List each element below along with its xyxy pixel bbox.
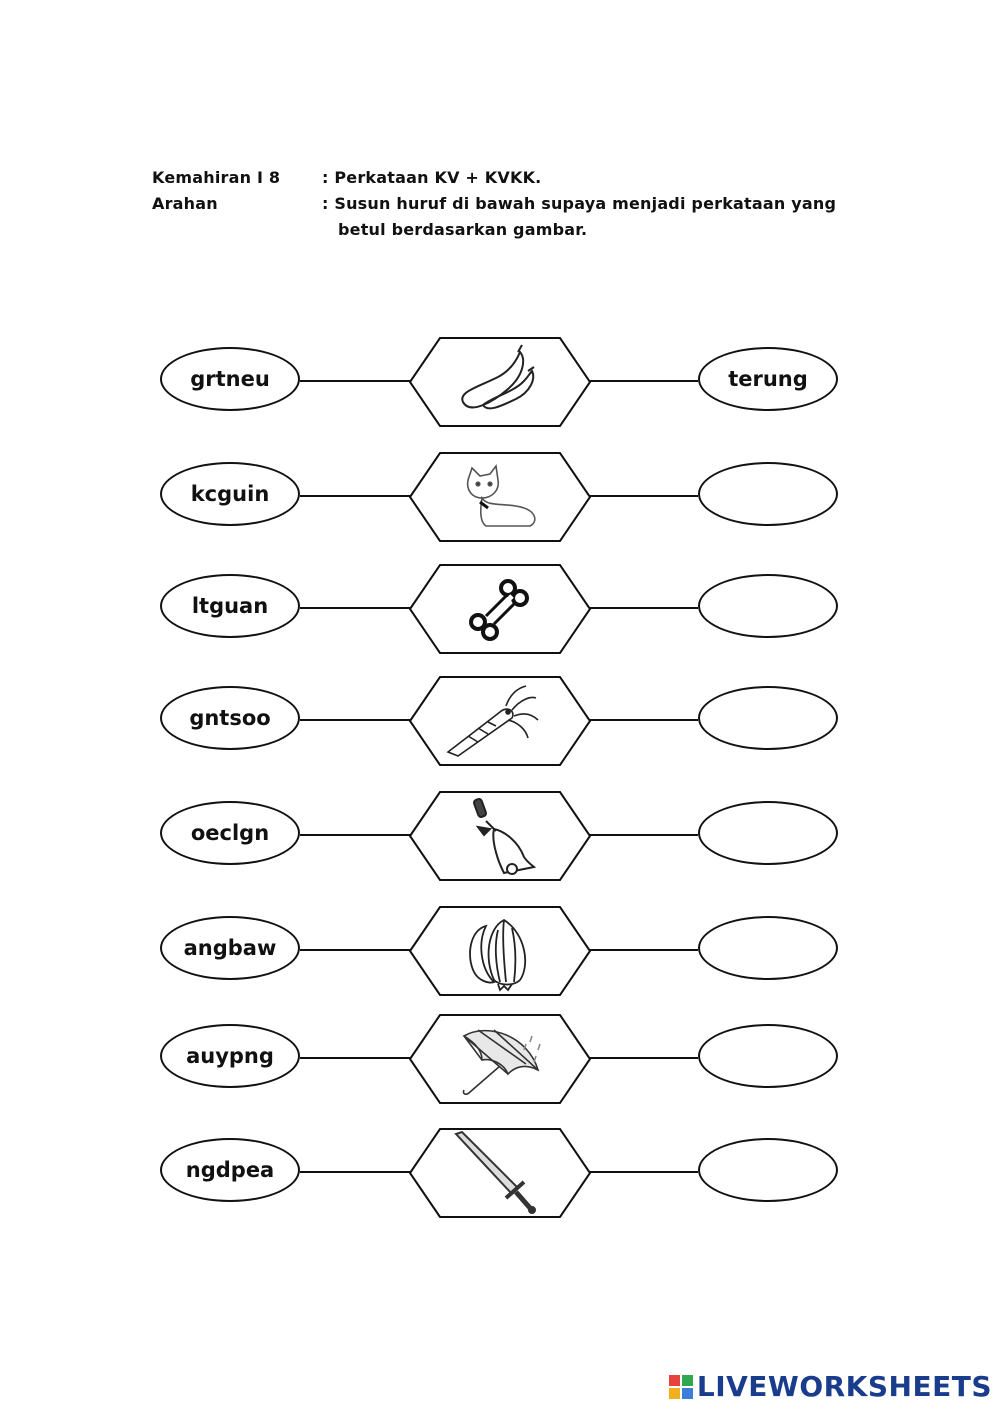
scrambled-word: gntsoo	[160, 686, 300, 750]
skill-value: : Perkataan KV + KVKK.	[322, 168, 542, 187]
connector-line	[300, 380, 410, 382]
answer-input[interactable]	[711, 481, 825, 507]
picture-hexagon	[408, 676, 592, 766]
picture-hexagon	[408, 906, 592, 996]
instruction-label: Arahan	[152, 194, 218, 213]
exercise-row	[0, 452, 1000, 542]
answer-field[interactable]	[698, 801, 838, 865]
exercise-row	[0, 337, 1000, 427]
answer-input[interactable]	[711, 1043, 825, 1069]
scrambled-word: oeclgn	[160, 801, 300, 865]
answer-field[interactable]	[698, 462, 838, 526]
scrambled-word: kcguin	[160, 462, 300, 526]
connector-line	[300, 719, 410, 721]
liveworksheets-brand	[669, 1370, 992, 1403]
logo-block	[669, 1388, 680, 1399]
connector-line	[590, 834, 698, 836]
connector-line	[300, 1171, 410, 1173]
picture-hexagon	[408, 791, 592, 881]
scrambled-word: angbaw	[160, 916, 300, 980]
scrambled-word: grtneu	[160, 347, 300, 411]
exercise-row	[0, 676, 1000, 766]
connector-line	[300, 1057, 410, 1059]
logo-block	[669, 1375, 680, 1386]
instruction-text-cont: betul berdasarkan gambar.	[338, 220, 588, 239]
answer-field[interactable]	[698, 686, 838, 750]
connector-line	[590, 949, 698, 951]
scrambled-word: ngdpea	[160, 1138, 300, 1202]
connector-line	[300, 834, 410, 836]
answer-input[interactable]	[711, 593, 825, 619]
logo-block	[682, 1388, 693, 1399]
connector-line	[300, 949, 410, 951]
brand-name: LIVEWORKSHEETS	[696, 1370, 992, 1403]
answer-input[interactable]	[711, 820, 825, 846]
answer-field[interactable]	[698, 916, 838, 980]
exercise-row	[0, 1014, 1000, 1104]
answer-input[interactable]	[711, 366, 825, 392]
instruction-text: : Susun huruf di bawah supaya menjadi perkataan yang	[322, 194, 837, 213]
scrambled-word: ltguan	[160, 574, 300, 638]
connector-line	[590, 380, 698, 382]
scrambled-word: auypng	[160, 1024, 300, 1088]
connector-line	[590, 719, 698, 721]
answer-input[interactable]	[711, 935, 825, 961]
picture-hexagon	[408, 1128, 592, 1218]
connector-line	[590, 607, 698, 609]
answer-field[interactable]	[698, 347, 838, 411]
connector-line	[300, 495, 410, 497]
picture-hexagon	[408, 564, 592, 654]
connector-line	[300, 607, 410, 609]
exercise-row	[0, 1128, 1000, 1218]
answer-field[interactable]	[698, 1024, 838, 1088]
exercise-row	[0, 564, 1000, 654]
connector-line	[590, 495, 698, 497]
answer-field[interactable]	[698, 574, 838, 638]
logo-block	[682, 1375, 693, 1386]
connector-line	[590, 1057, 698, 1059]
answer-input[interactable]	[711, 1157, 825, 1183]
exercise-row	[0, 791, 1000, 881]
exercise-row	[0, 906, 1000, 996]
picture-hexagon	[408, 1014, 592, 1104]
picture-hexagon	[408, 452, 592, 542]
connector-line	[590, 1171, 698, 1173]
answer-input[interactable]	[711, 705, 825, 731]
picture-hexagon	[408, 337, 592, 427]
answer-field[interactable]	[698, 1138, 838, 1202]
liveworksheets-logo-icon	[669, 1375, 693, 1399]
skill-label: Kemahiran I 8	[152, 168, 281, 187]
